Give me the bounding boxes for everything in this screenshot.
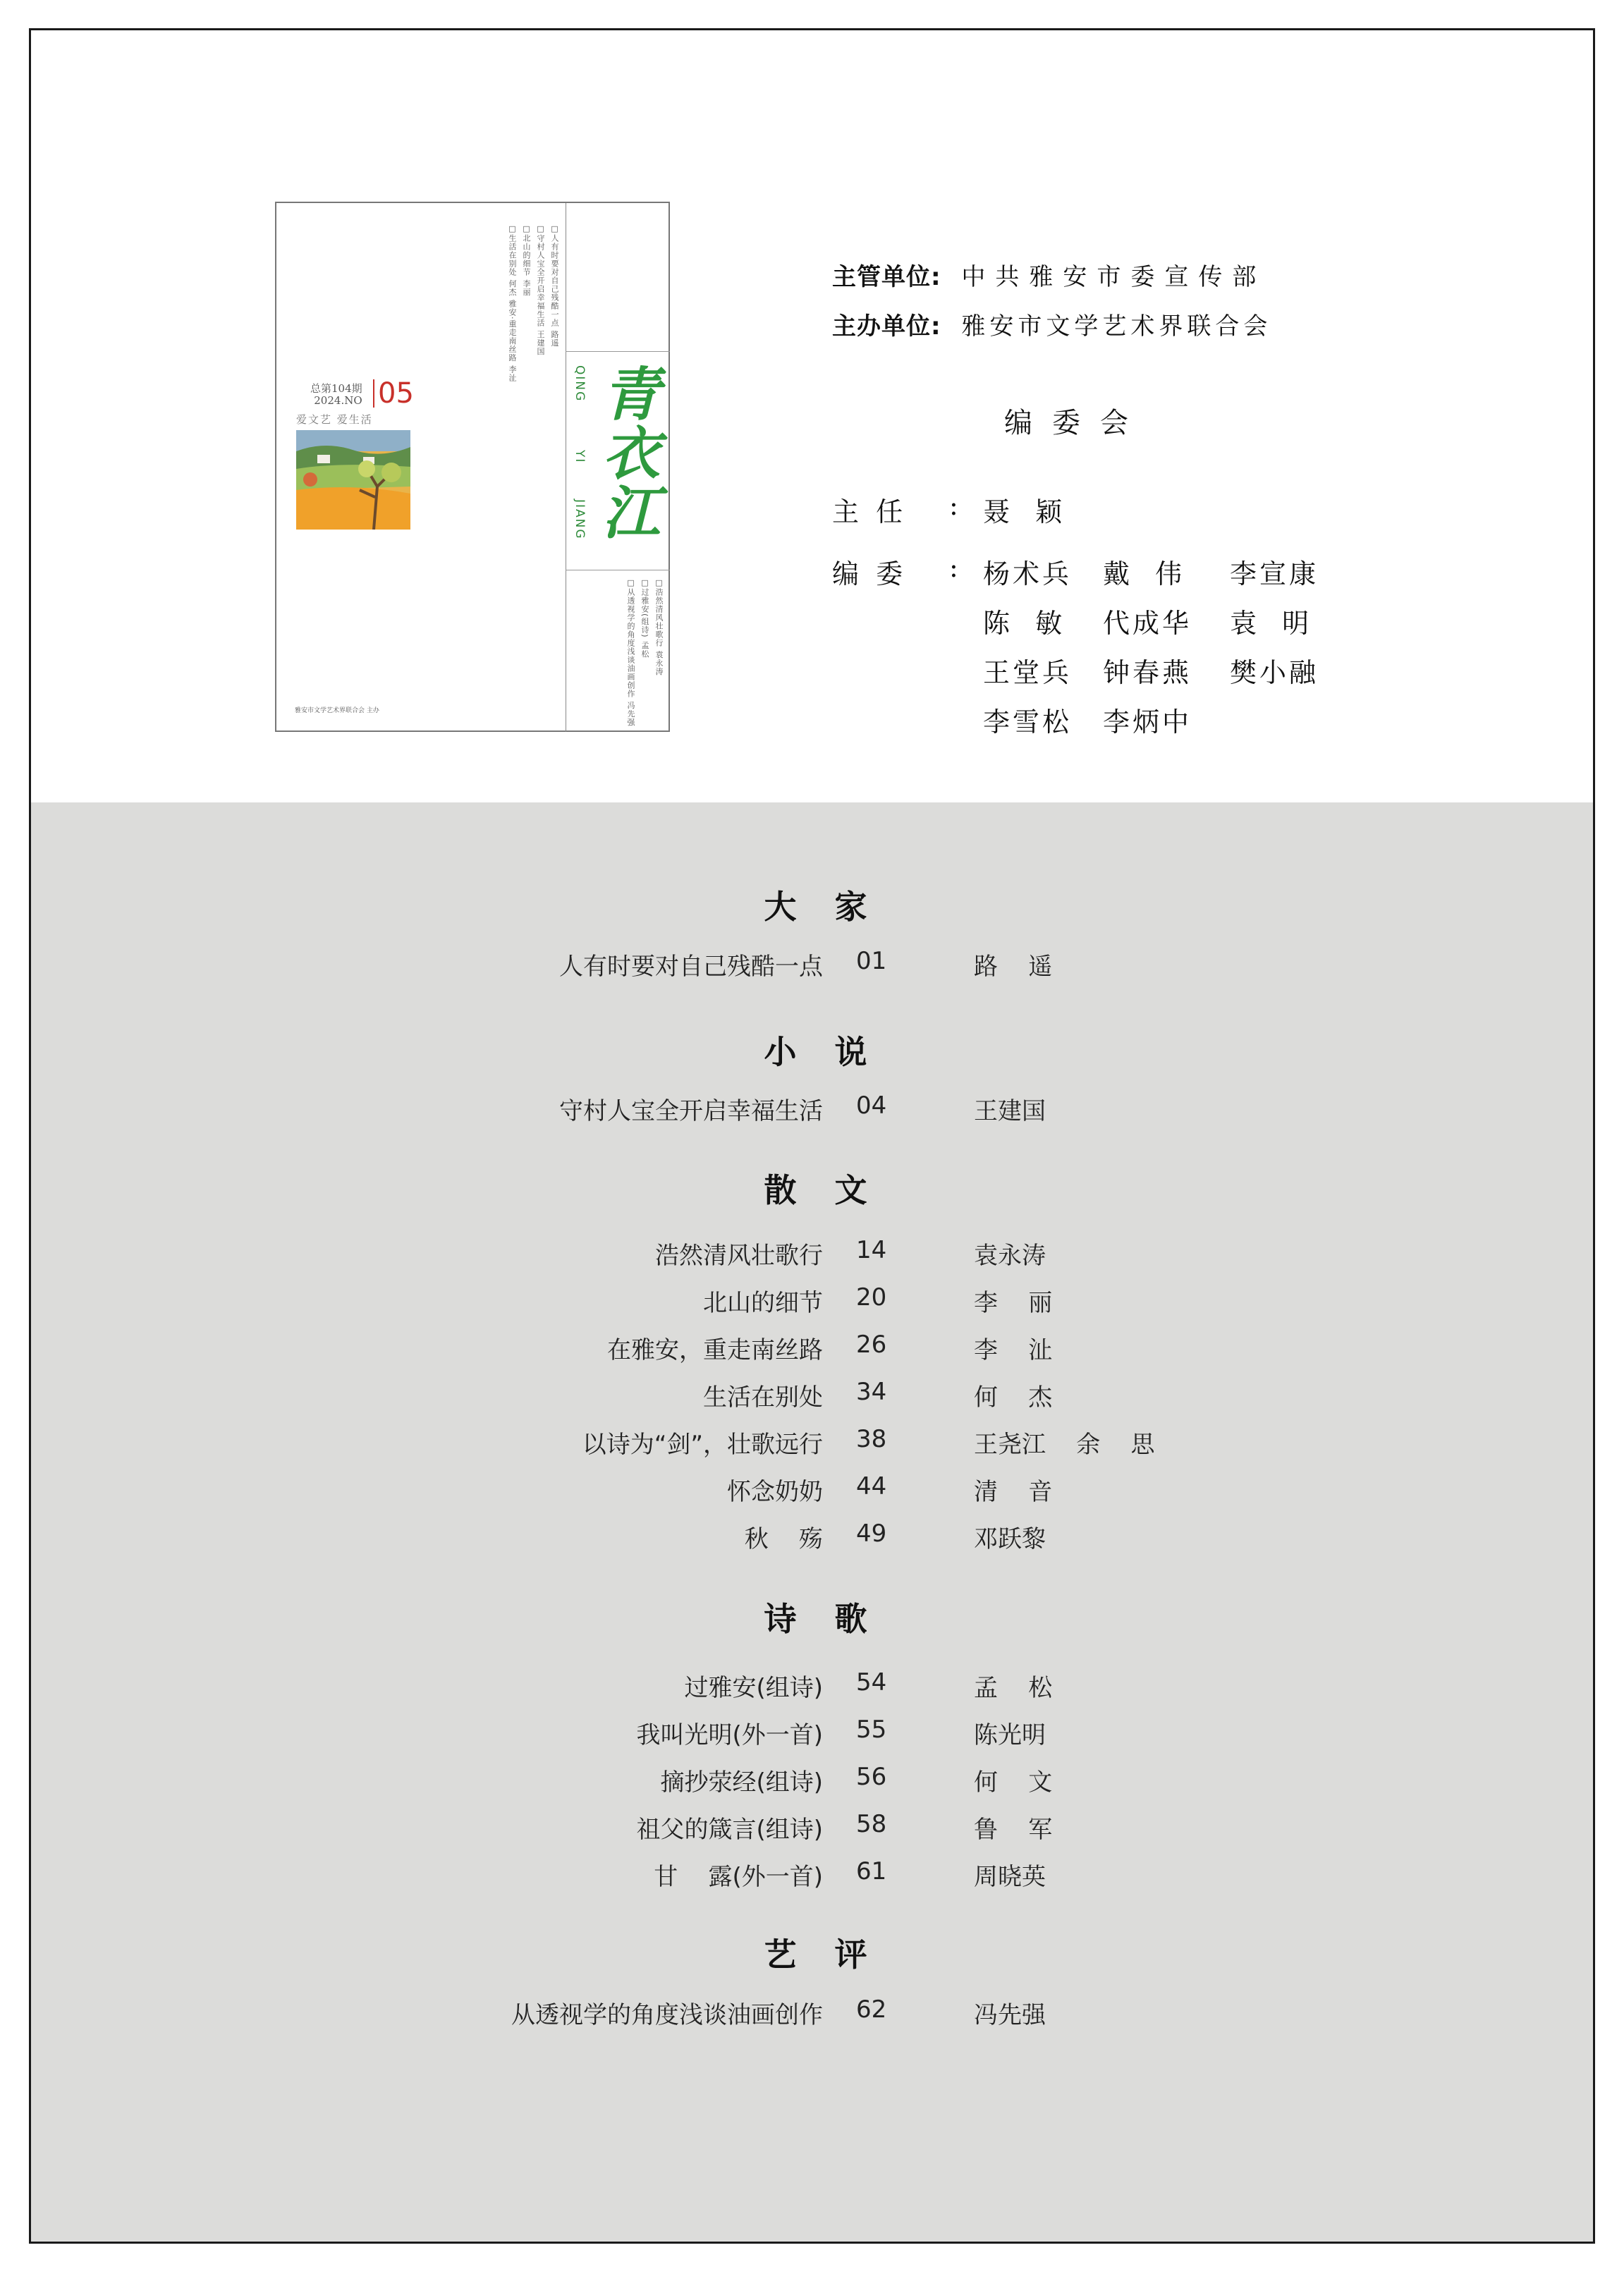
- toc-item-title: 生活在别处: [703, 1383, 823, 1412]
- section-heading-char: 小: [764, 1033, 804, 1071]
- sponsor-row: [832, 312, 1271, 341]
- supervisor-label: 主管单位: [832, 263, 931, 291]
- toc-item-page: 61: [856, 1857, 887, 1885]
- section-heading-char: 说: [834, 1033, 874, 1071]
- section-heading: [31, 1929, 1593, 1976]
- director-label: 主 任: [832, 496, 903, 527]
- toc-item-title: 以诗为“剑”，壮歌远行: [582, 1431, 823, 1459]
- cover-pinyin: QING: [573, 365, 587, 403]
- board-member: 李宣康: [1230, 558, 1319, 589]
- board-member: 戴 伟: [1103, 558, 1185, 589]
- cover-calligraphy-title: 青衣江: [602, 361, 660, 547]
- toc-item-title: 北山的细节: [703, 1289, 823, 1317]
- sponsor-label: 主办单位: [832, 312, 931, 341]
- board-member: 杨术兵: [983, 558, 1073, 589]
- toc-item-author: 王建国: [974, 1097, 1046, 1125]
- masthead-area: [31, 30, 1593, 802]
- cover-contents-line: □从透视学的角度浅谈油画创作 冯先强: [626, 578, 635, 727]
- toc-item-page: 58: [856, 1810, 887, 1838]
- toc-item-page: 26: [856, 1331, 887, 1359]
- colon: :: [949, 490, 958, 521]
- toc-item-author: 孟 松: [974, 1674, 1053, 1702]
- magazine-cover: [275, 202, 670, 732]
- toc-item-page: 55: [856, 1716, 887, 1744]
- cover-pinyin: JIANG: [573, 499, 587, 540]
- cover-slogan: 爱文艺 爱生活: [296, 413, 373, 426]
- section-heading-char: 评: [834, 1936, 874, 1974]
- toc-item-page: 14: [856, 1236, 887, 1264]
- toc-item-title: 过雅安(组诗): [684, 1674, 823, 1702]
- cover-divider: [566, 351, 670, 352]
- cover-contents-line: □守村人宝全开启幸福生活 王建国: [536, 224, 545, 356]
- cover-painting: [296, 430, 410, 530]
- board-member: 陈 敏: [983, 608, 1066, 639]
- section-heading-char: 大: [764, 888, 804, 926]
- colon: :: [949, 552, 958, 583]
- board-member: 王堂兵: [983, 657, 1073, 688]
- board-member: 樊小融: [1230, 657, 1319, 688]
- toc-item-title: 摘抄荥经(组诗): [660, 1768, 823, 1797]
- board-member: 钟春燕: [1103, 657, 1192, 688]
- toc-item-title: 人有时要对自己残酷一点: [559, 953, 823, 981]
- toc-item-author: 路 遥: [974, 953, 1053, 981]
- toc-item-author: 李 丽: [974, 1289, 1053, 1317]
- table-of-contents: [31, 802, 1593, 2242]
- cover-issue-year: 2024.NO: [314, 394, 362, 407]
- toc-item-author: 清 音: [974, 1478, 1053, 1506]
- toc-item-author: 陈光明: [974, 1721, 1046, 1749]
- section-heading: [31, 1165, 1593, 1211]
- board-member: 代成华: [1103, 608, 1192, 639]
- board-member: 李炳中: [1103, 707, 1192, 738]
- toc-item-page: 62: [856, 1995, 887, 2024]
- toc-item-page: 49: [856, 1520, 887, 1548]
- cover-contents-line: □生活在别处 何杰 雅安·重走南丝路 李沚: [508, 224, 517, 382]
- board-member: 袁 明: [1230, 608, 1312, 639]
- toc-item-author: 李 沚: [974, 1336, 1053, 1364]
- toc-item-page: 54: [856, 1668, 887, 1697]
- toc-item-title: 秋 殇: [744, 1525, 823, 1553]
- toc-item-title: 从透视学的角度浅谈油画创作: [511, 2001, 823, 2029]
- toc-item-page: 44: [856, 1472, 887, 1500]
- toc-item-title: 浩然清风壮歌行: [655, 1242, 823, 1270]
- page-frame: [29, 28, 1595, 2244]
- toc-item-author: 鲁 军: [974, 1816, 1053, 1844]
- cover-contents-line: □过雅安(组诗) 孟松: [640, 578, 649, 659]
- section-heading: [31, 881, 1593, 928]
- section-heading-char: 歌: [834, 1600, 874, 1638]
- toc-item-page: 38: [856, 1425, 887, 1453]
- colon: :: [931, 263, 941, 291]
- cover-contents-line: □人有时要对自己残酷一点 路遥: [550, 224, 559, 348]
- members-label: 编 委: [832, 558, 903, 589]
- sponsor-value: 雅安市文学艺术界联合会: [961, 312, 1272, 341]
- toc-item-title: 我叫光明(外一首): [636, 1721, 823, 1749]
- cover-publisher: 雅安市文学艺术界联合会 主办: [295, 707, 379, 714]
- toc-item-author: 周晓英: [974, 1863, 1046, 1891]
- cover-issue-number: 05: [373, 379, 414, 408]
- toc-item-page: 04: [856, 1092, 887, 1120]
- toc-item-title: 在雅安，重走南丝路: [607, 1336, 823, 1364]
- toc-item-title: 守村人宝全开启幸福生活: [559, 1097, 823, 1125]
- director-name: 聂 颖: [983, 496, 1066, 527]
- colon: :: [931, 312, 941, 341]
- toc-item-author: 袁永涛: [974, 1242, 1046, 1270]
- toc-item-page: 34: [856, 1378, 887, 1406]
- supervisor-row: [832, 263, 1266, 291]
- toc-item-page: 56: [856, 1763, 887, 1791]
- cover-contents-line: □北山的细节 李丽: [522, 224, 531, 297]
- section-heading-char: 艺: [764, 1936, 804, 1974]
- toc-item-page: 01: [856, 947, 887, 975]
- section-heading: [31, 1594, 1593, 1640]
- toc-item-author: 何 文: [974, 1768, 1053, 1797]
- section-heading-char: 文: [834, 1171, 874, 1209]
- supervisor-value: 中共雅安市委宣传部: [961, 263, 1266, 291]
- section-heading-char: 家: [834, 888, 874, 926]
- section-heading: [31, 1027, 1593, 1073]
- section-heading-char: 诗: [764, 1600, 804, 1638]
- cover-contents-line: □浩然清风壮歌行 袁永涛: [654, 578, 664, 676]
- toc-item-author: 何 杰: [974, 1383, 1053, 1412]
- toc-item-author: 邓跃黎: [974, 1525, 1046, 1553]
- cover-issue-info: [310, 383, 362, 407]
- editorial-board-title: 编委会: [1004, 407, 1148, 439]
- cover-issue-total: 总第104期: [310, 382, 362, 395]
- toc-item-title: 甘 露(外一首): [654, 1863, 823, 1891]
- toc-item-title: 祖父的箴言(组诗): [636, 1816, 823, 1844]
- toc-item-title: 怀念奶奶: [727, 1478, 823, 1506]
- board-member: 李雪松: [983, 707, 1073, 738]
- cover-pinyin: YI: [573, 450, 587, 464]
- toc-item-page: 20: [856, 1283, 887, 1312]
- toc-item-author: 冯先强: [974, 2001, 1046, 2029]
- section-heading-char: 散: [764, 1171, 804, 1209]
- toc-item-author: 王尧江 余 思: [974, 1431, 1155, 1459]
